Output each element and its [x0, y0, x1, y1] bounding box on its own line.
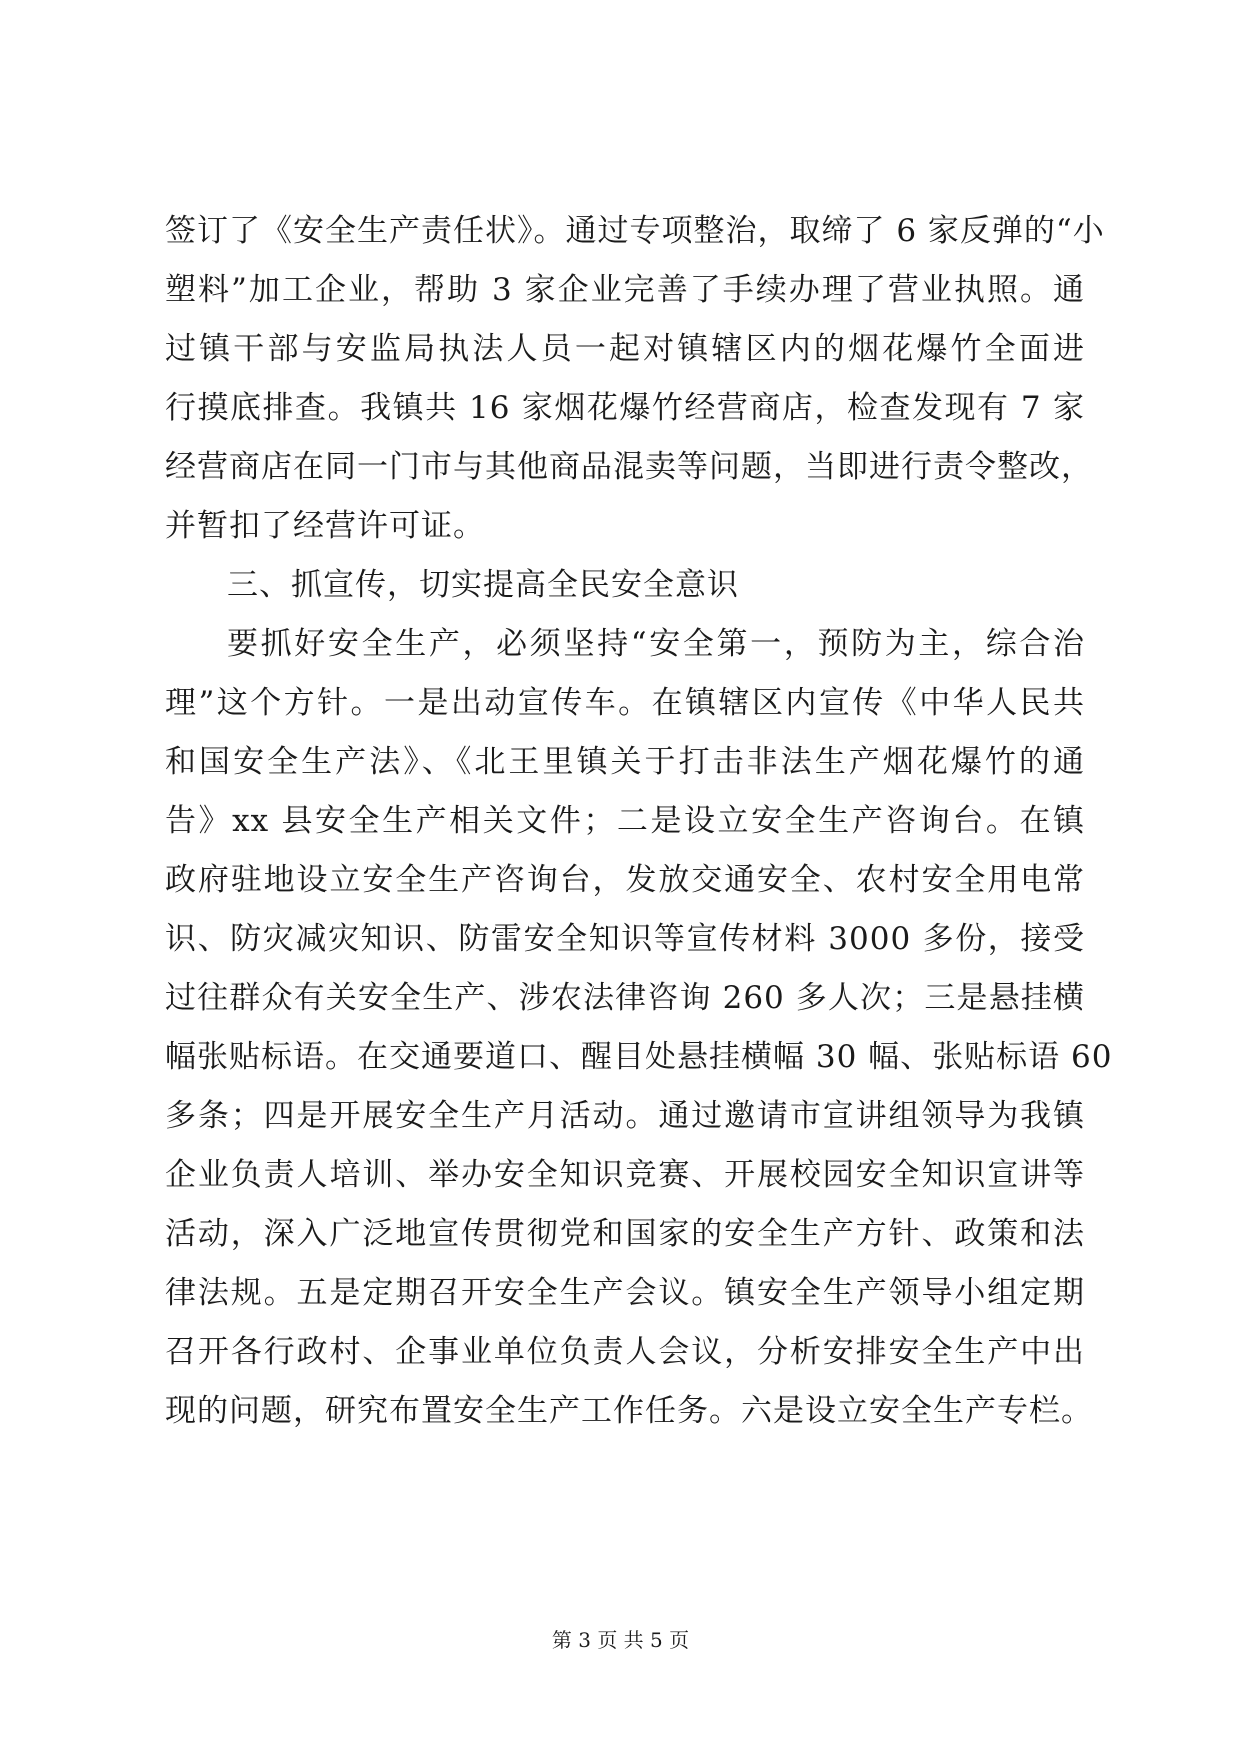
body-line: 和国安全生产法》、《北王里镇关于打击非法生产烟花爆竹的通	[165, 744, 1085, 780]
body-line: 并暂扣了经营许可证。	[165, 508, 485, 544]
page-number-footer: 第 3 页 共 5 页	[551, 1628, 690, 1652]
body-line: 企业负责人培训、举办安全知识竞赛、开展校园安全知识宣讲等	[165, 1157, 1085, 1193]
body-line: 召开各行政村、企事业单位负责人会议，分析安排安全生产中出	[165, 1334, 1085, 1370]
body-line: 告》xx 县安全生产相关文件；二是设立安全生产咨询台。在镇	[165, 803, 1085, 839]
body-line: 识、防灾减灾知识、防雷安全知识等宣传材料 3000 多份，接受	[165, 921, 1085, 957]
section-heading: 三、抓宣传，切实提高全民安全意识	[227, 567, 739, 603]
body-line: 要抓好安全生产，必须坚持“安全第一，预防为主，综合治	[227, 626, 1085, 662]
body-line: 幅张贴标语。在交通要道口、醒目处悬挂横幅 30 幅、张贴标语 60	[165, 1039, 1113, 1075]
body-line: 政府驻地设立安全生产咨询台，发放交通安全、农村安全用电常	[165, 862, 1085, 898]
body-line: 多条；四是开展安全生产月活动。通过邀请市宣讲组领导为我镇	[165, 1098, 1085, 1134]
body-line: 过镇干部与安监局执法人员一起对镇辖区内的烟花爆竹全面进	[165, 331, 1085, 367]
body-line: 过往群众有关安全生产、涉农法律咨询 260 多人次；三是悬挂横	[165, 980, 1085, 1016]
body-line: 经营商店在同一门市与其他商品混卖等问题，当即进行责令整改，	[165, 449, 1093, 485]
body-line: 现的问题，研究布置安全生产工作任务。六是设立安全生产专栏。	[165, 1393, 1093, 1429]
body-line: 签订了《安全生产责任状》。通过专项整治，取缔了 6 家反弹的“小	[165, 213, 1105, 249]
body-line: 行摸底排查。我镇共 16 家烟花爆竹经营商店，检查发现有 7 家	[165, 390, 1085, 426]
body-line: 理”这个方针。一是出动宣传车。在镇辖区内宣传《中华人民共	[165, 685, 1085, 721]
body-line: 律法规。五是定期召开安全生产会议。镇安全生产领导小组定期	[165, 1275, 1085, 1311]
body-line: 活动，深入广泛地宣传贯彻党和国家的安全生产方针、政策和法	[165, 1216, 1085, 1252]
body-line: 塑料”加工企业，帮助 3 家企业完善了手续办理了营业执照。通	[165, 272, 1085, 308]
